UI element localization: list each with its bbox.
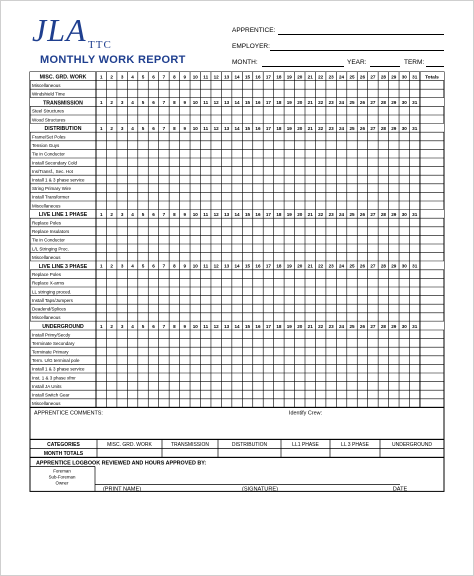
day-number: 8: [173, 74, 176, 80]
day-number: 18: [276, 323, 282, 329]
day-number: 8: [173, 263, 176, 269]
approval-role-text: Sub-Foreman: [48, 474, 76, 480]
day-number: 3: [120, 74, 124, 80]
day-number: 24: [339, 323, 345, 329]
day-number: 7: [162, 212, 166, 217]
day-number: 15: [244, 263, 251, 269]
date-label: DATE: [392, 486, 408, 493]
task-label: Miscellaneous: [32, 254, 61, 260]
day-number: 19: [286, 74, 292, 80]
day-number: 24: [339, 100, 345, 106]
day-number: 12: [213, 126, 219, 131]
logo-main-text: JLA: [32, 12, 87, 48]
task-label: Miscellaneous: [32, 401, 61, 407]
day-number: 23: [328, 212, 334, 217]
day-number: 20: [297, 323, 303, 329]
day-number: 21: [307, 126, 313, 131]
day-number: 18: [276, 212, 282, 217]
approval-heading: APPRENTICE LOGBOOK REVIEWED AND HOURS APPROVED BY:: [36, 460, 207, 467]
day-number: 14: [234, 100, 240, 106]
category-name: MISC. GRD. WORK: [107, 441, 152, 448]
day-number: 12: [213, 212, 219, 217]
day-number: 11: [203, 323, 209, 329]
day-number: 21: [307, 263, 313, 269]
task-label: String Primary Wire: [32, 186, 72, 192]
task-label: Install Primy/Secdy: [32, 332, 71, 338]
day-number: 5: [141, 100, 145, 106]
day-number: 23: [328, 323, 334, 329]
day-number: 26: [359, 126, 366, 131]
day-number: 11: [203, 263, 209, 269]
task-label: Install Switch Gear: [32, 392, 70, 398]
category-name: LL 3 PHASE: [341, 441, 369, 448]
day-number: 18: [276, 126, 282, 131]
day-number: 25: [349, 323, 355, 329]
day-number: 10: [192, 100, 198, 106]
task-label: Windshield Time: [32, 91, 66, 97]
day-number: 2: [110, 100, 113, 106]
day-number: 21: [307, 212, 313, 217]
apprentice-label: APPRENTICE:: [232, 27, 276, 34]
day-number: 4: [131, 100, 134, 106]
day-number: 2: [110, 126, 113, 131]
task-label: Frame/Set Poles: [32, 134, 66, 140]
day-number: 6: [152, 74, 155, 80]
section-title: LIVE LINE 1 PHASE: [38, 212, 88, 219]
day-number: 7: [162, 74, 166, 80]
day-number: 28: [380, 212, 386, 217]
day-number: 23: [328, 263, 334, 269]
task-label: Install Transformer: [32, 194, 70, 200]
day-number: 19: [286, 263, 292, 269]
day-number: 27: [370, 126, 376, 131]
day-number: 29: [391, 263, 397, 269]
day-number: 19: [286, 323, 292, 329]
day-number: 12: [213, 323, 219, 329]
task-label: Miscellaneous: [32, 203, 61, 209]
day-number: 12: [213, 100, 219, 106]
approval-role-text: Foreman: [53, 468, 71, 474]
day-number: 10: [192, 323, 198, 329]
day-number: 9: [183, 126, 187, 131]
day-number: 1: [99, 323, 103, 329]
day-number: 9: [183, 212, 187, 217]
day-number: 2: [110, 323, 113, 329]
day-number: 24: [339, 263, 345, 269]
task-label: Wood Structures: [32, 117, 66, 123]
day-number: 15: [244, 212, 251, 217]
day-number: 11: [203, 126, 209, 131]
day-number: 27: [370, 263, 376, 269]
day-number: 6: [152, 126, 155, 131]
day-number: 1: [99, 212, 103, 217]
day-number: 16: [255, 126, 261, 131]
day-number: 13: [224, 263, 230, 269]
day-number: 22: [318, 74, 324, 80]
day-number: 7: [162, 126, 166, 131]
day-number: 27: [370, 323, 376, 329]
day-number: 22: [318, 323, 324, 329]
task-label: Term. U/G terminal pole: [32, 358, 80, 364]
day-number: 25: [349, 74, 355, 80]
task-label: Install 1 & 3 phase service: [32, 177, 85, 183]
day-number: 18: [276, 74, 282, 80]
day-number: 4: [131, 126, 134, 131]
day-number: 17: [265, 126, 271, 131]
day-number: 26: [359, 100, 366, 106]
day-number: 6: [152, 212, 155, 217]
day-number: 15: [244, 126, 251, 131]
day-number: 29: [391, 126, 397, 131]
day-number: 29: [391, 74, 397, 80]
day-number: 17: [265, 212, 271, 217]
day-number: 20: [297, 100, 303, 106]
day-number: 27: [370, 100, 376, 106]
day-number: 21: [307, 100, 313, 106]
day-number: 28: [380, 263, 386, 269]
categories-label: CATEGORIES: [47, 441, 80, 448]
task-label: Install JA Units: [32, 383, 62, 389]
day-number: 28: [380, 100, 386, 106]
task-label: Replace X-arms: [32, 280, 65, 286]
task-label: Install Secondary Cold: [32, 160, 78, 166]
day-number: 30: [401, 263, 407, 269]
day-number: 10: [192, 212, 198, 217]
section-title: LIVE LINE 3 PHASE: [38, 263, 88, 270]
day-number: 31: [412, 263, 418, 269]
day-number: 31: [412, 212, 418, 217]
task-label: Install Taps/Jumpers: [32, 297, 73, 303]
day-number: 29: [391, 212, 397, 217]
day-number: 7: [162, 263, 166, 269]
day-number: 14: [234, 323, 240, 329]
day-number: 17: [265, 100, 271, 106]
day-number: 26: [359, 323, 366, 329]
day-number: 14: [234, 212, 240, 217]
approval-role-text: Owner: [55, 480, 69, 486]
task-label: Ins/Transf., Sec. Hot: [32, 168, 73, 174]
task-label: Replace Poles: [32, 220, 62, 226]
day-number: 6: [152, 263, 155, 269]
day-number: 29: [391, 323, 397, 329]
day-number: 23: [328, 74, 334, 80]
day-number: 12: [213, 74, 219, 80]
category-name: LL1 PHASE: [292, 441, 319, 448]
day-number: 21: [307, 74, 313, 80]
day-number: 17: [265, 263, 271, 269]
task-label: Steel Structures: [32, 108, 65, 114]
day-number: 3: [120, 126, 124, 131]
day-number: 11: [203, 212, 209, 217]
month-total-cell[interactable]: [380, 448, 444, 457]
day-number: 4: [131, 74, 134, 80]
day-number: 31: [412, 74, 418, 80]
day-number: 28: [380, 323, 386, 329]
day-number: 13: [224, 323, 230, 329]
day-number: 24: [339, 74, 345, 80]
day-number: 30: [401, 126, 407, 131]
day-number: 9: [183, 323, 187, 329]
day-number: 22: [318, 263, 324, 269]
employer-label: EMPLOYER:: [232, 43, 270, 50]
task-label: Replace Poles: [32, 272, 62, 278]
month-totals-label: MONTH TOTALS: [43, 450, 84, 457]
day-number: 17: [265, 323, 271, 329]
section-title: UNDERGROUND: [42, 324, 84, 330]
category-name: DISTRIBUTION: [231, 441, 268, 448]
task-label: Miscellaneous: [32, 315, 61, 321]
logo-sub-text: TTC: [88, 39, 112, 51]
day-number: 12: [213, 263, 219, 269]
totals-header: Totals: [425, 75, 439, 81]
category-name: TRANSMISSION: [170, 441, 210, 448]
task-label: Deadend/Splices: [32, 306, 67, 312]
task-label: Terminate Secondary: [32, 340, 75, 346]
day-number: 10: [192, 263, 198, 269]
day-number: 14: [234, 126, 240, 131]
task-label: LL stringing proced.: [32, 289, 72, 295]
month-label: MONTH:: [232, 59, 258, 66]
day-number: 16: [255, 212, 261, 217]
task-label: L/L Stringing Proc.: [32, 246, 69, 252]
day-number: 22: [318, 212, 324, 217]
month-total-cell[interactable]: [97, 448, 162, 457]
day-number: 16: [255, 100, 261, 106]
day-number: 14: [234, 263, 240, 269]
day-number: 11: [203, 100, 209, 106]
day-number: 16: [255, 263, 261, 269]
day-number: 30: [401, 212, 407, 217]
day-number: 15: [244, 74, 251, 80]
day-number: 1: [99, 100, 103, 106]
month-total-cell[interactable]: [281, 448, 330, 457]
day-number: 27: [370, 212, 376, 217]
month-total-cell[interactable]: [218, 448, 281, 457]
day-number: 1: [99, 74, 103, 80]
day-number: 10: [192, 74, 198, 80]
task-label: Tie in Conductor: [32, 237, 65, 243]
day-number: 30: [401, 100, 407, 106]
day-number: 8: [173, 212, 176, 217]
day-number: 22: [318, 100, 324, 106]
month-total-cell[interactable]: [162, 448, 218, 457]
day-number: 3: [120, 212, 124, 217]
task-label: Tie in Conductor: [32, 151, 65, 157]
day-number: 3: [120, 100, 124, 106]
day-number: 6: [152, 323, 155, 329]
signature-label: (SIGNATURE): [242, 486, 278, 493]
day-number: 18: [276, 100, 282, 106]
day-number: 5: [141, 323, 145, 329]
day-number: 10: [192, 126, 198, 131]
day-number: 21: [307, 323, 313, 329]
day-number: 20: [297, 263, 303, 269]
day-number: 13: [224, 74, 230, 80]
day-number: 5: [141, 74, 145, 80]
day-number: 19: [286, 212, 292, 217]
term-label: TERM:: [404, 59, 425, 66]
day-number: 13: [224, 126, 230, 131]
day-number: 3: [120, 323, 124, 329]
task-label: Terminate Primary: [32, 349, 69, 355]
day-number: 11: [203, 74, 209, 80]
day-number: 29: [391, 100, 397, 106]
task-label: Install 1 & 3 phase service: [32, 366, 85, 372]
day-number: 5: [141, 126, 145, 131]
day-number: 20: [297, 126, 303, 131]
day-number: 5: [141, 212, 145, 217]
task-label: Replace Insulators: [32, 229, 70, 235]
day-number: 18: [276, 263, 282, 269]
year-label: YEAR:: [347, 59, 367, 66]
day-number: 31: [412, 323, 418, 329]
day-number: 26: [359, 212, 366, 217]
category-name: UNDERGROUND: [392, 441, 432, 448]
day-number: 15: [244, 100, 251, 106]
day-number: 20: [297, 212, 303, 217]
apprentice-comments-label: APPRENTICE COMMENTS:: [34, 410, 103, 417]
day-number: 7: [162, 323, 166, 329]
day-number: 31: [412, 100, 418, 106]
day-number: 27: [370, 74, 376, 80]
day-number: 2: [110, 263, 113, 269]
day-number: 25: [349, 212, 355, 217]
day-number: 9: [183, 263, 187, 269]
signature-entry-area[interactable]: [96, 469, 396, 484]
day-number: 8: [173, 323, 176, 329]
section-title: TRANSMISSION: [43, 100, 83, 107]
day-number: 22: [318, 126, 324, 131]
day-number: 26: [359, 74, 366, 80]
day-number: 24: [339, 126, 345, 131]
task-label: Miscellaneous: [32, 82, 61, 88]
task-label: Tension Guys: [32, 143, 60, 149]
day-number: 25: [349, 263, 355, 269]
day-number: 4: [131, 212, 134, 217]
month-total-cell[interactable]: [330, 448, 380, 457]
day-number: 6: [152, 100, 155, 106]
day-number: 16: [255, 323, 261, 329]
day-number: 24: [339, 212, 345, 217]
day-number: 13: [224, 212, 230, 217]
day-number: 19: [286, 126, 292, 131]
day-number: 4: [131, 323, 134, 329]
report-title: MONTHLY WORK REPORT: [40, 54, 186, 66]
day-number: 19: [286, 100, 292, 106]
day-number: 8: [173, 100, 176, 106]
day-number: 7: [162, 100, 166, 106]
day-number: 8: [173, 126, 176, 131]
print-name-label: (PRINT NAME): [102, 486, 142, 493]
day-number: 20: [297, 74, 303, 80]
day-number: 9: [183, 100, 187, 106]
section-title: DISTRIBUTION: [44, 126, 82, 133]
day-number: 2: [110, 74, 113, 80]
day-number: 15: [244, 323, 251, 329]
day-number: 30: [401, 74, 407, 80]
day-number: 9: [183, 74, 187, 80]
day-number: 5: [141, 263, 145, 269]
day-number: 25: [349, 126, 355, 131]
day-number: 28: [380, 74, 386, 80]
day-number: 17: [265, 74, 271, 80]
day-number: 23: [328, 100, 334, 106]
day-number: 16: [255, 74, 261, 80]
day-number: 23: [328, 126, 334, 131]
task-label: Inst. 1 & 3 phase xfmr: [32, 375, 76, 381]
identify-crew-label: Identify Crew:: [289, 410, 322, 417]
day-number: 30: [401, 323, 407, 329]
day-number: 2: [110, 212, 113, 217]
day-number: 3: [120, 263, 124, 269]
day-number: 26: [359, 263, 366, 269]
day-number: 1: [99, 263, 103, 269]
day-number: 13: [224, 100, 230, 106]
day-number: 31: [412, 126, 418, 131]
day-number: 28: [380, 126, 386, 131]
day-number: 25: [349, 100, 355, 106]
day-number: 1: [99, 126, 103, 131]
section-title: MISC. GRD. WORK: [39, 74, 87, 81]
day-number: 14: [234, 74, 240, 80]
day-number: 4: [131, 263, 134, 269]
